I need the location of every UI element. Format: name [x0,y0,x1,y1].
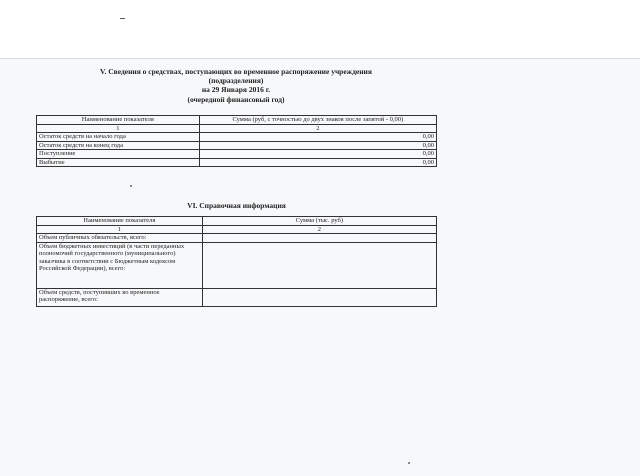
column-number-row [37,225,437,234]
row-value [202,288,436,306]
table-row [37,133,437,142]
section5-title-line4: (очередной финансовый год) [187,95,285,104]
scan-speck [408,462,410,464]
table-row [37,234,437,243]
table-row [37,288,437,306]
row-value: 0,00 [199,150,436,159]
row-value [202,234,436,243]
section5-title-line3: на 29 Января 2016 г. [201,85,271,94]
column-header: Сумма (руб, с точностью до двух знаков после запятой - 0,00) [199,116,436,125]
table-row [37,141,437,150]
table-row [37,150,437,159]
column-number: 1 [37,124,200,133]
table-header-row [37,217,437,226]
row-value: 0,00 [199,141,436,150]
section6-title: VI. Справочная информация [187,201,286,210]
row-label: Объем бюджетных инвестиций (в части переданных полномочий государственного (муниципального) заказчика в соответствии с Бюджетным кодексом Российской Федерации), всего: [37,242,203,288]
scan-speck [130,185,132,187]
section6-table [36,216,437,307]
column-number: 2 [202,225,436,234]
table-row [37,158,437,167]
section5-table [36,115,437,167]
row-value: 0,00 [199,158,436,167]
section5-title-line1: V. Сведения о средствах, поступающих во временное распоряжение учреждения [100,67,372,76]
row-label: Объем средств, поступивших во временное распоряжение, всего: [37,288,203,306]
row-value [202,242,436,288]
column-header: Наименование показателя [37,217,203,226]
column-header: Наименование показателя [37,116,200,125]
column-header: Сумма (тыс. руб) [202,217,436,226]
column-number: 1 [37,225,203,234]
row-label: Выбытие [37,158,200,167]
scan-mark [120,18,125,19]
table-header-row [37,116,437,125]
row-label: Остаток средств на начало года [37,133,200,142]
section5-title-line2: (подразделения) [208,76,264,85]
row-label: Поступление [37,150,200,159]
row-label: Остаток средств на конец года [37,141,200,150]
column-number-row [37,124,437,133]
table-row [37,242,437,288]
row-label: Объем публичных обязательств, всего: [37,234,203,243]
column-number: 2 [199,124,436,133]
row-value: 0,00 [199,133,436,142]
